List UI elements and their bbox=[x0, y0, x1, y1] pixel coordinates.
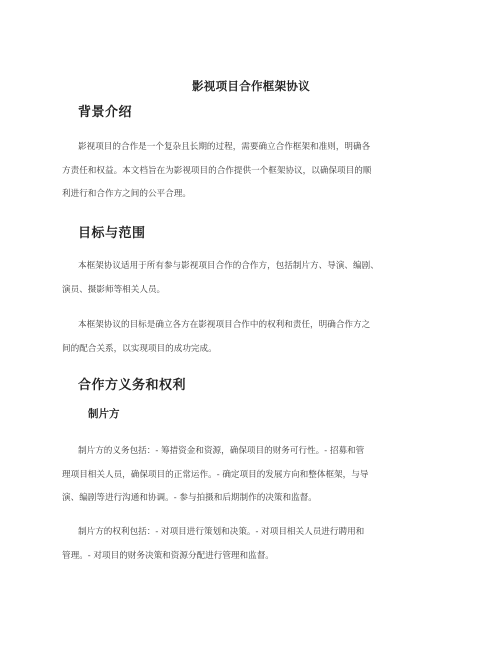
scope-paragraph-2 bbox=[62, 314, 442, 361]
section-heading-background: 背景介绍 bbox=[78, 105, 133, 120]
paragraph-line: 利进行和合作方之间的公平合理。 bbox=[62, 189, 191, 199]
paragraph-line: 本框架协议适用于所有参与影视项目合作的合作方，包括制片方、导演、编剧、 bbox=[78, 261, 379, 271]
paragraph-line: 演、编剧等进行沟通和协调。- 参与拍摄和后期制作的决策和监督。 bbox=[62, 493, 317, 503]
producer-duties-paragraph bbox=[62, 440, 442, 511]
paragraph-line: 制片方的义务包括：- 筹措资金和资源，确保项目的财务可行性。- 招募和管 bbox=[78, 446, 365, 456]
paragraph-line: 方责任和权益。本文档旨在为影视项目的合作提供一个框架协议，以确保项目的顺 bbox=[62, 165, 372, 176]
paragraph-line: 管理。- 对项目的财务决策和资源分配进行管理和监督。 bbox=[62, 550, 274, 561]
paragraph-line: 本框架协议的目标是确立各方在影视项目合作中的权利和责任，明确合作方之 bbox=[78, 320, 371, 330]
section-heading-obligations: 合作方义务和权利 bbox=[78, 378, 187, 393]
section-heading-scope: 目标与范围 bbox=[78, 226, 146, 241]
producer-rights-paragraph bbox=[62, 521, 442, 568]
paragraph-line: 理项目相关人员，确保项目的正常运作。- 确定项目的发展方向和整体框架，与导 bbox=[62, 469, 369, 480]
document-title: 影视项目合作框架协议 bbox=[192, 79, 310, 93]
subsection-heading-producer: 制片方 bbox=[88, 408, 120, 420]
background-paragraph bbox=[62, 136, 442, 207]
paragraph-line: 制片方的权利包括：- 对项目进行策划和决策。- 对项目相关人员进行聘用和 bbox=[78, 527, 365, 537]
paragraph-line: 间的配合关系，以实现项目的成功完成。 bbox=[62, 343, 217, 354]
scope-paragraph-1 bbox=[62, 255, 442, 302]
paragraph-line: 影视项目的合作是一个复杂且长期的过程，需要确立合作框架和准则，明确各 bbox=[78, 142, 371, 152]
paragraph-line: 演员、摄影师等相关人员。 bbox=[62, 284, 166, 295]
